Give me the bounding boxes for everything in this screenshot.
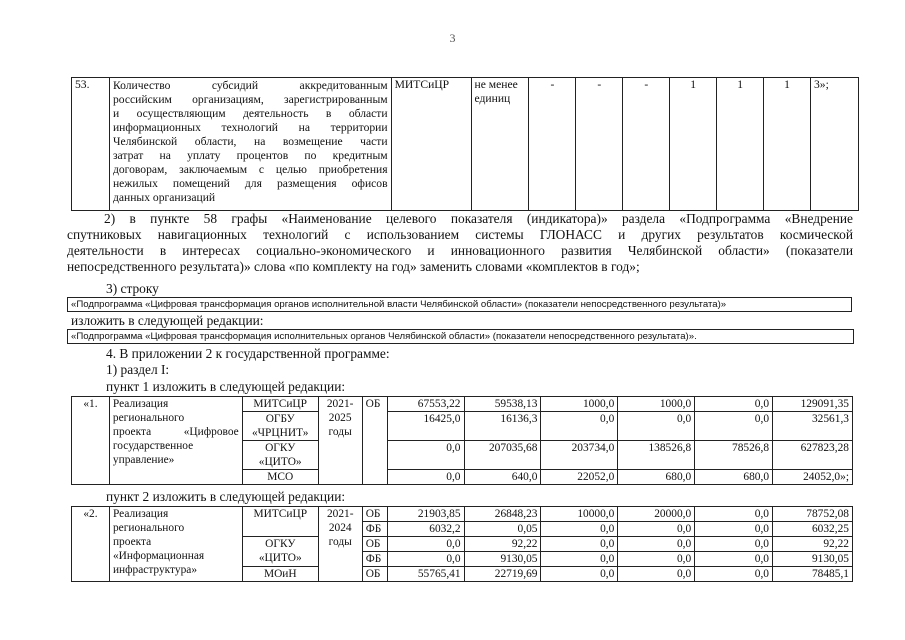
name-line: проекта xyxy=(112,536,152,548)
paragraph-3: 3) строку xyxy=(106,281,159,296)
measure-name xyxy=(109,507,242,582)
executor: МОиН xyxy=(242,567,318,582)
unit-line: не менее xyxy=(474,78,518,91)
value-cell: 9130,05 xyxy=(464,552,541,567)
funding-source: ОБ xyxy=(362,397,387,485)
name-line: данных организаций xyxy=(112,191,216,204)
indicator-name xyxy=(109,78,391,211)
value-cell: 22052,0 xyxy=(541,470,618,485)
name-line: регионального xyxy=(112,522,185,534)
name-line: регионального xyxy=(112,412,185,424)
new-subprogram-line: «Подпрограмма «Цифровая трансформация исполнительных органов Челябинской области» (показатели непосредственного результата)». xyxy=(67,329,854,344)
value-cell: 207035,68 xyxy=(464,441,541,470)
years-line: 2025 xyxy=(328,412,352,424)
value-cell: 0,0 xyxy=(541,537,618,552)
executor-line: «ЧРЦНИТ» xyxy=(251,427,309,439)
name-line: проекта «Цифровое xyxy=(112,426,239,438)
name-line: Челябинской области, на возмещение части xyxy=(112,135,388,148)
row-number: 53. xyxy=(72,78,110,211)
value-cell: 0,0 xyxy=(541,567,618,582)
value-cell: 92,22 xyxy=(773,537,853,552)
name-line: управление» xyxy=(112,454,175,466)
value-cell: 138526,8 xyxy=(618,441,695,470)
value-cell: 10000,0 xyxy=(541,507,618,522)
name-line: Реализация xyxy=(112,398,169,410)
unit-line: единиц xyxy=(474,92,511,105)
measure-name xyxy=(109,397,242,485)
executor: МСО xyxy=(242,470,318,485)
value-cell: - xyxy=(529,78,576,211)
value-cell: 0,05 xyxy=(464,522,541,537)
value-cell: 1000,0 xyxy=(541,397,618,412)
value-cell: 0,0 xyxy=(387,537,464,552)
executor-line: «ЦИТО» xyxy=(258,552,302,564)
value-cell: 21903,85 xyxy=(387,507,464,522)
executor-line: ОГБУ xyxy=(265,413,295,425)
executor xyxy=(242,537,318,567)
years-line: 2024 xyxy=(328,522,352,534)
name-line: Количество субсидий аккредитованным xyxy=(112,79,388,92)
paragraph-6: пункт 1 изложить в следующей редакции: xyxy=(106,379,346,394)
value-cell: 0,0 xyxy=(387,552,464,567)
value-cell: 3»; xyxy=(810,78,858,211)
paragraph-7: пункт 2 изложить в следующей редакции: xyxy=(106,489,346,504)
unit xyxy=(471,78,529,211)
funding-source: ОБ xyxy=(362,507,387,522)
value-cell: 129091,35 xyxy=(773,397,853,412)
value-cell: 6032,2 xyxy=(387,522,464,537)
value-cell: 627823,28 xyxy=(773,441,853,470)
value-cell: 680,0 xyxy=(695,470,773,485)
value-cell: 0,0 xyxy=(618,567,695,582)
value-cell: 0,0 xyxy=(695,567,773,582)
years-line: годы xyxy=(328,536,352,548)
value-cell: 0,0 xyxy=(618,537,695,552)
row-number: «2. xyxy=(72,507,110,582)
value-cell: 16425,0 xyxy=(387,412,464,441)
paragraph-line: непосредственного результата)» слова «по комплекту на год» заменить словами «комплектов в год»; xyxy=(67,259,640,274)
value-cell: 680,0 xyxy=(618,470,695,485)
executor: МИТСиЦР xyxy=(242,397,318,412)
value-cell: 0,0 xyxy=(618,412,695,441)
funding-source: ФБ xyxy=(362,552,387,567)
value-cell: - xyxy=(623,78,670,211)
value-cell: 1000,0 xyxy=(618,397,695,412)
value-cell: 67553,22 xyxy=(387,397,464,412)
years-line: 2021- xyxy=(326,398,354,410)
value-cell: 22719,69 xyxy=(464,567,541,582)
funding-table-1 xyxy=(71,396,853,485)
executor-line: ОГКУ xyxy=(265,442,296,454)
paragraph-4: 4. В приложении 2 к государственной программе: xyxy=(106,346,390,361)
executor xyxy=(242,441,318,470)
value-cell: 0,0 xyxy=(541,522,618,537)
name-line: инфраструктура» xyxy=(112,564,198,576)
paragraph-5: 1) раздел I: xyxy=(106,362,170,377)
value-cell: 32561,3 xyxy=(773,412,853,441)
name-line: затрат на уплату процентов по кредитным xyxy=(112,149,388,162)
page-number: 3 xyxy=(449,31,456,45)
paragraph-line: спутниковых навигационных технологий с использованием системы ГЛОНАСС и других результатов космической xyxy=(67,227,853,242)
indicator-table-53 xyxy=(71,77,859,211)
paragraph-2 xyxy=(67,211,853,275)
value-cell: 0,0 xyxy=(695,522,773,537)
name-line: Реализация xyxy=(112,508,169,520)
paragraph-line: 2) в пункте 58 графы «Наименование целевого показателя (индикатора)» раздела «Подпрограмма «Внедрение xyxy=(104,211,853,226)
name-line: информационных технологий на территории xyxy=(112,121,388,134)
value-cell: 0,0 xyxy=(695,507,773,522)
value-cell: 1 xyxy=(670,78,717,211)
funding-table-2 xyxy=(71,506,853,582)
years xyxy=(318,397,362,485)
value-cell: 6032,25 xyxy=(773,522,853,537)
name-line: государственное xyxy=(112,440,194,452)
value-cell: 78485,1 xyxy=(773,567,853,582)
value-cell: 78752,08 xyxy=(773,507,853,522)
value-cell: 203734,0 xyxy=(541,441,618,470)
years-line: годы xyxy=(328,426,352,438)
value-cell: 59538,13 xyxy=(464,397,541,412)
value-cell: 0,0 xyxy=(387,441,464,470)
value-cell: 16136,3 xyxy=(464,412,541,441)
paragraph-izlozhit: изложить в следующей редакции: xyxy=(71,313,264,328)
value-cell: 0,0 xyxy=(618,522,695,537)
value-cell: 0,0 xyxy=(695,552,773,567)
value-cell: 1 xyxy=(717,78,764,211)
funding-source: ФБ xyxy=(362,522,387,537)
value-cell: 0,0 xyxy=(541,412,618,441)
value-cell: 0,0 xyxy=(695,537,773,552)
value-cell: 0,0 xyxy=(387,470,464,485)
value-cell: 24052,0»; xyxy=(773,470,853,485)
funding-source: ОБ xyxy=(362,567,387,582)
value-cell: 92,22 xyxy=(464,537,541,552)
paragraph-line: деятельности в интересах социально-экономического и инновационного развития Челябинской области» (показатели xyxy=(67,243,853,258)
value-cell: 640,0 xyxy=(464,470,541,485)
value-cell: 0,0 xyxy=(695,412,773,441)
value-cell: 1 xyxy=(764,78,811,211)
executor-line: «ЦИТО» xyxy=(258,456,302,468)
value-cell: 26848,23 xyxy=(464,507,541,522)
value-cell: - xyxy=(576,78,623,211)
executor-line: ОГКУ xyxy=(265,538,296,550)
value-cell: 9130,05 xyxy=(773,552,853,567)
value-cell: 20000,0 xyxy=(618,507,695,522)
row-number: «1. xyxy=(72,397,110,485)
value-cell: 0,0 xyxy=(618,552,695,567)
years-line: 2021- xyxy=(326,508,354,520)
value-cell: 55765,41 xyxy=(387,567,464,582)
years xyxy=(318,507,362,582)
name-line: и осуществляющим деятельность в области xyxy=(112,107,388,120)
name-line: договорам, заключаемым с целью приобретения xyxy=(112,163,388,176)
value-cell: 78526,8 xyxy=(695,441,773,470)
name-line: нежилых помещений для размещения офисов xyxy=(112,177,388,190)
funding-source: ОБ xyxy=(362,537,387,552)
executor: МИТСиЦР xyxy=(391,78,471,211)
value-cell: 0,0 xyxy=(695,397,773,412)
executor xyxy=(242,412,318,441)
name-line: «Информационная xyxy=(112,550,205,562)
value-cell: 0,0 xyxy=(541,552,618,567)
old-subprogram-line: «Подпрограмма «Цифровая трансформация органов исполнительной власти Челябинской области» (показатели непосредственного результата)» xyxy=(67,297,852,312)
name-line: российским организациям, зарегистрированным xyxy=(112,93,388,106)
executor: МИТСиЦР xyxy=(242,507,318,537)
